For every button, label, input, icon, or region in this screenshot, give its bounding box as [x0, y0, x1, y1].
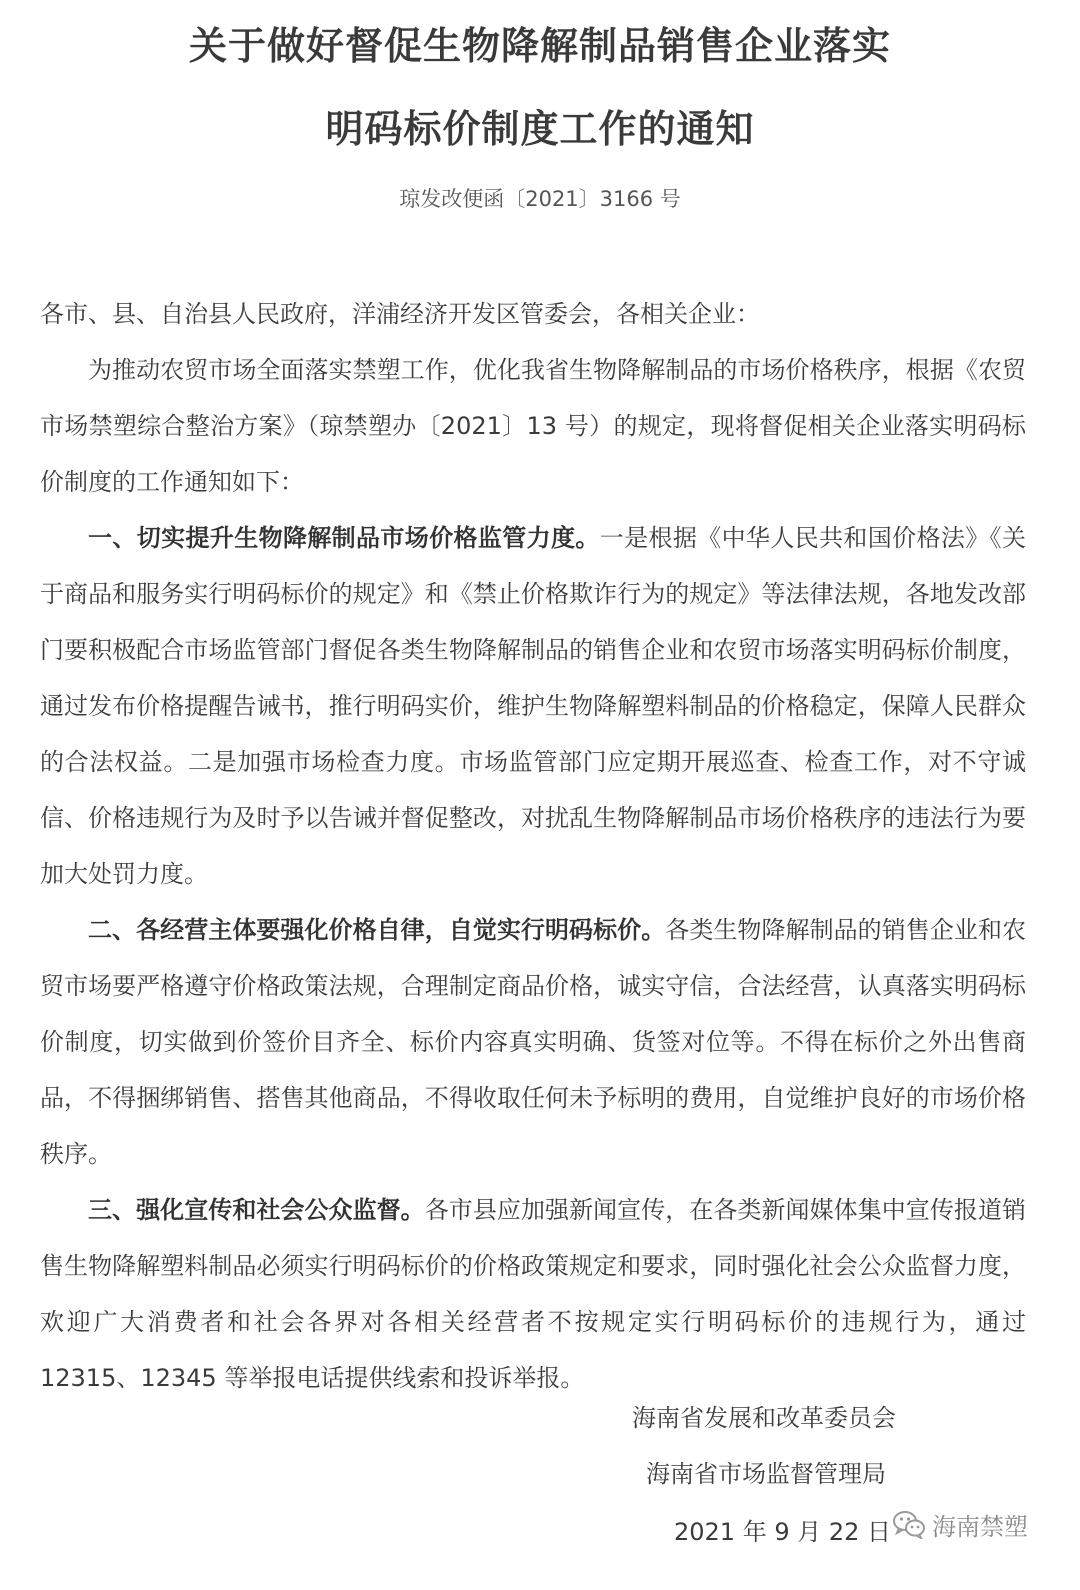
wechat-icon [892, 1509, 926, 1539]
signatory-market-supervision-bureau: 海南省市场监督管理局 [646, 1460, 886, 1488]
section2-heading: 二、各经营主体要强化价格自律，自觉实行明码标价。 [88, 916, 666, 944]
section2-text: 各类生物降解制品的销售企业和农贸市场要严格遵守价格政策法规，合理制定商品价格，诚实守信，合法经营，认真落实明码标价制度，切实做到价签价目齐全、标价内容真实明确、货签对位等。不得在标价之外出售商品，不得捆绑销售、搭售其他商品，不得收取任何未予标明的费用，自觉维护良好的市场价格秩序。 [40, 916, 1027, 1168]
signatory-development-reform-commission: 海南省发展和改革委员会 [632, 1404, 896, 1432]
section3-text: 各市县应加强新闻宣传，在各类新闻媒体集中宣传报道销售生物降解塑料制品必须实行明码标价的价格政策规定和要求，同时强化社会公众监督力度，欢迎广大消费者和社会各界对各相关经营者不按规定实行明码标价的违规行为，通过 12315、12345 等举报电话提供线索和投诉举报。 [40, 1196, 1027, 1392]
document-title-line2: 明码标价制度工作的通知 [325, 107, 755, 151]
section2-paragraph [40, 902, 1026, 1182]
intro-paragraph: 为推动农贸市场全面落实禁塑工作，优化我省生物降解制品的市场价格秩序，根据《农贸市场禁塑综合整治方案》（琼禁塑办〔2021〕13 号）的规定，现将督促相关企业落实明码标价制度的工作通知如下： [40, 356, 1026, 496]
wechat-watermark [892, 1504, 1028, 1544]
section1-heading: 一、切实提升生物降解制品市场价格监管力度。 [88, 524, 600, 552]
document-number: 琼发改便函〔2021〕3166 号 [399, 187, 681, 211]
watermark-text: 海南禁塑 [932, 1512, 1028, 1541]
document-date: 2021 年 9 月 22 日 [674, 1518, 892, 1546]
salutation: 各市、县、自治县人民政府，洋浦经济开发区管委会，各相关企业： [40, 300, 760, 328]
section1-text: 一是根据《中华人民共和国价格法》《关于商品和服务实行明码标价的规定》和《禁止价格欺诈行为的规定》等法律法规，各地发改部门要积极配合市场监管部门督促各类生物降解制品的销售企业和农贸市场落实明码标价制度，通过发布价格提醒告诫书，推行明码实价，维护生物降解塑料制品的价格稳定，保障人民群众的合法权益。二是加强市场检查力度。市场监管部门应定期开展巡查、检查工作，对不守诚信、价格违规行为及时予以告诫并督促整改，对扰乱生物降解制品市场价格秩序的违法行为要加大处罚力度。 [40, 524, 1027, 888]
document-title-line1: 关于做好督促生物降解制品销售企业落实 [188, 24, 891, 68]
section3-paragraph [40, 1182, 1026, 1406]
document-body [40, 286, 1026, 1406]
section1-paragraph [40, 510, 1026, 902]
section3-heading: 三、强化宣传和社会公众监督。 [88, 1196, 425, 1224]
